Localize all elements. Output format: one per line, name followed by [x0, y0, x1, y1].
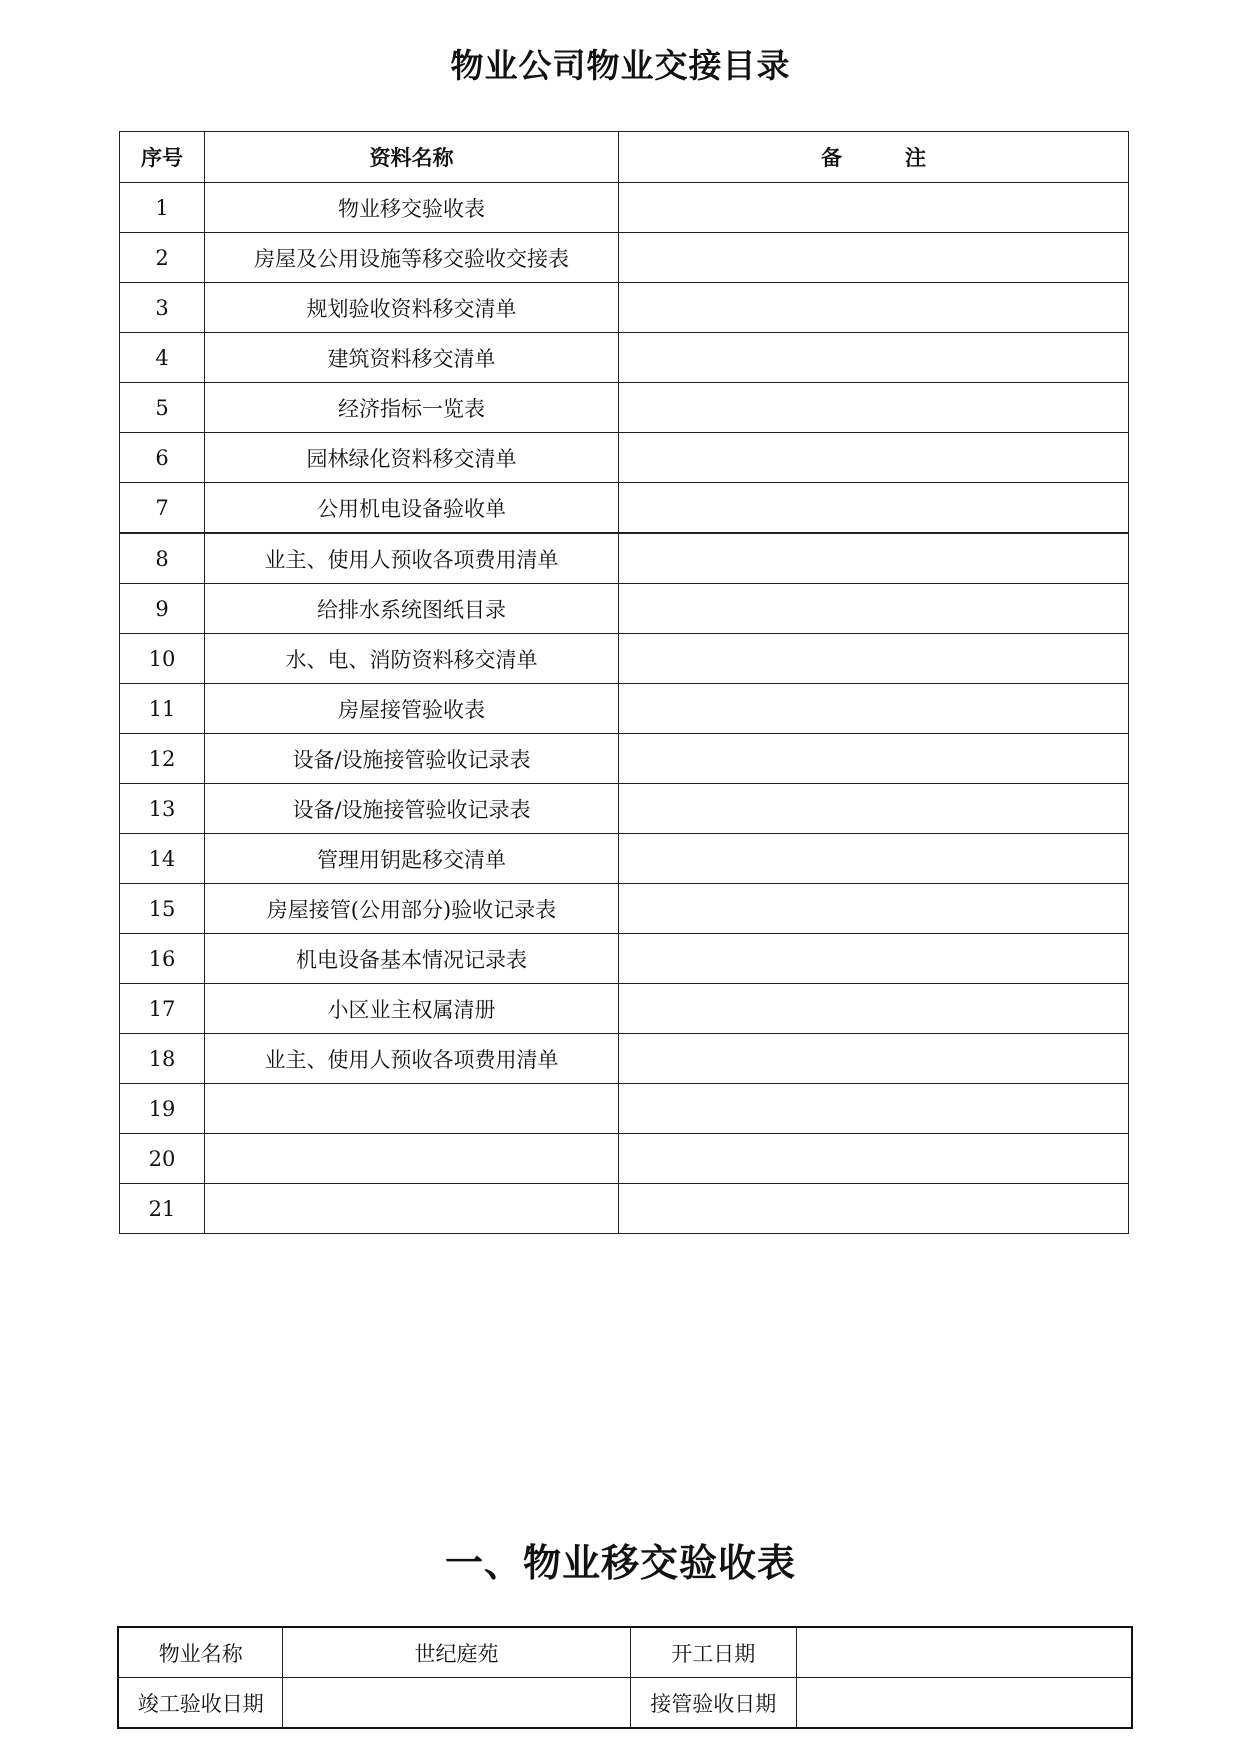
cell-serial-number: 21	[120, 1184, 205, 1234]
table-row	[120, 884, 1129, 934]
cell-document-name	[205, 1084, 619, 1134]
cell-document-name: 业主、使用人预收各项费用清单	[205, 533, 619, 584]
cell-serial-number: 2	[120, 233, 205, 283]
table-row	[120, 183, 1129, 233]
handover-acceptance-form	[117, 1626, 1133, 1729]
cell-remarks	[619, 634, 1129, 684]
table-row	[120, 433, 1129, 483]
header-serial-number: 序号	[120, 132, 205, 183]
cell-document-name: 小区业主权属清册	[205, 984, 619, 1034]
table-row	[120, 233, 1129, 283]
takeover-acceptance-date-label: 接管验收日期	[630, 1678, 796, 1729]
cell-remarks	[619, 333, 1129, 383]
cell-remarks	[619, 1084, 1129, 1134]
cell-remarks	[619, 1184, 1129, 1234]
cell-document-name: 房屋及公用设施等移交验收交接表	[205, 233, 619, 283]
cell-document-name	[205, 1134, 619, 1184]
section-title: 一、物业移交验收表	[444, 1541, 796, 1585]
cell-remarks	[619, 283, 1129, 333]
cell-serial-number: 10	[120, 634, 205, 684]
form-row	[118, 1678, 1132, 1729]
cell-serial-number: 17	[120, 984, 205, 1034]
cell-remarks	[619, 433, 1129, 483]
cell-remarks	[619, 934, 1129, 984]
cell-serial-number: 3	[120, 283, 205, 333]
takeover-acceptance-date-value	[796, 1678, 1132, 1729]
form-row	[118, 1627, 1132, 1678]
cell-remarks	[619, 233, 1129, 283]
cell-document-name: 规划验收资料移交清单	[205, 283, 619, 333]
cell-document-name: 机电设备基本情况记录表	[205, 934, 619, 984]
cell-serial-number: 6	[120, 433, 205, 483]
cell-document-name: 建筑资料移交清单	[205, 333, 619, 383]
cell-remarks	[619, 884, 1129, 934]
table-row	[120, 934, 1129, 984]
header-remarks: 备 注	[619, 132, 1129, 183]
cell-serial-number: 8	[120, 533, 205, 584]
table-row	[120, 533, 1129, 584]
cell-document-name	[205, 1184, 619, 1234]
handover-catalog-table	[119, 131, 1129, 1234]
header-document-name: 资料名称	[205, 132, 619, 183]
page-title: 物业公司物业交接目录	[450, 46, 791, 85]
table-row	[120, 1134, 1129, 1184]
cell-remarks	[619, 1134, 1129, 1184]
cell-serial-number: 15	[120, 884, 205, 934]
cell-document-name: 房屋接管验收表	[205, 684, 619, 734]
cell-remarks	[619, 784, 1129, 834]
completion-acceptance-date-label: 竣工验收日期	[118, 1678, 283, 1729]
cell-remarks	[619, 984, 1129, 1034]
cell-document-name: 设备/设施接管验收记录表	[205, 734, 619, 784]
table-row	[120, 383, 1129, 433]
table-row	[120, 634, 1129, 684]
property-name-value: 世纪庭苑	[283, 1627, 630, 1678]
cell-serial-number: 20	[120, 1134, 205, 1184]
cell-serial-number: 9	[120, 584, 205, 634]
cell-document-name: 园林绿化资料移交清单	[205, 433, 619, 483]
cell-serial-number: 13	[120, 784, 205, 834]
cell-remarks	[619, 834, 1129, 884]
table-body	[120, 183, 1129, 1234]
cell-document-name: 设备/设施接管验收记录表	[205, 784, 619, 834]
table-row	[120, 784, 1129, 834]
cell-serial-number: 1	[120, 183, 205, 233]
cell-document-name: 经济指标一览表	[205, 383, 619, 433]
cell-document-name: 业主、使用人预收各项费用清单	[205, 1034, 619, 1084]
cell-document-name: 给排水系统图纸目录	[205, 584, 619, 634]
cell-remarks	[619, 383, 1129, 433]
table-row	[120, 684, 1129, 734]
cell-remarks	[619, 1034, 1129, 1084]
table-row	[120, 584, 1129, 634]
start-date-value	[796, 1627, 1132, 1678]
cell-remarks	[619, 533, 1129, 584]
cell-document-name: 物业移交验收表	[205, 183, 619, 233]
cell-document-name: 管理用钥匙移交清单	[205, 834, 619, 884]
cell-serial-number: 7	[120, 483, 205, 534]
table-row	[120, 734, 1129, 784]
cell-serial-number: 18	[120, 1034, 205, 1084]
table-row	[120, 834, 1129, 884]
table-row	[120, 1034, 1129, 1084]
cell-serial-number: 12	[120, 734, 205, 784]
table-row	[120, 1084, 1129, 1134]
cell-remarks	[619, 734, 1129, 784]
start-date-label: 开工日期	[630, 1627, 796, 1678]
cell-remarks	[619, 483, 1129, 534]
cell-serial-number: 19	[120, 1084, 205, 1134]
cell-serial-number: 5	[120, 383, 205, 433]
cell-serial-number: 11	[120, 684, 205, 734]
table-row	[120, 1184, 1129, 1234]
property-name-label: 物业名称	[118, 1627, 283, 1678]
table-row	[120, 283, 1129, 333]
table-row	[120, 984, 1129, 1034]
cell-document-name: 房屋接管(公用部分)验收记录表	[205, 884, 619, 934]
table-row	[120, 333, 1129, 383]
cell-document-name: 公用机电设备验收单	[205, 483, 619, 534]
cell-serial-number: 16	[120, 934, 205, 984]
table-row	[120, 483, 1129, 534]
cell-document-name: 水、电、消防资料移交清单	[205, 634, 619, 684]
cell-remarks	[619, 183, 1129, 233]
completion-acceptance-date-value	[283, 1678, 630, 1729]
cell-serial-number: 4	[120, 333, 205, 383]
cell-remarks	[619, 584, 1129, 634]
cell-remarks	[619, 684, 1129, 734]
cell-serial-number: 14	[120, 834, 205, 884]
table-header-row	[120, 132, 1129, 183]
